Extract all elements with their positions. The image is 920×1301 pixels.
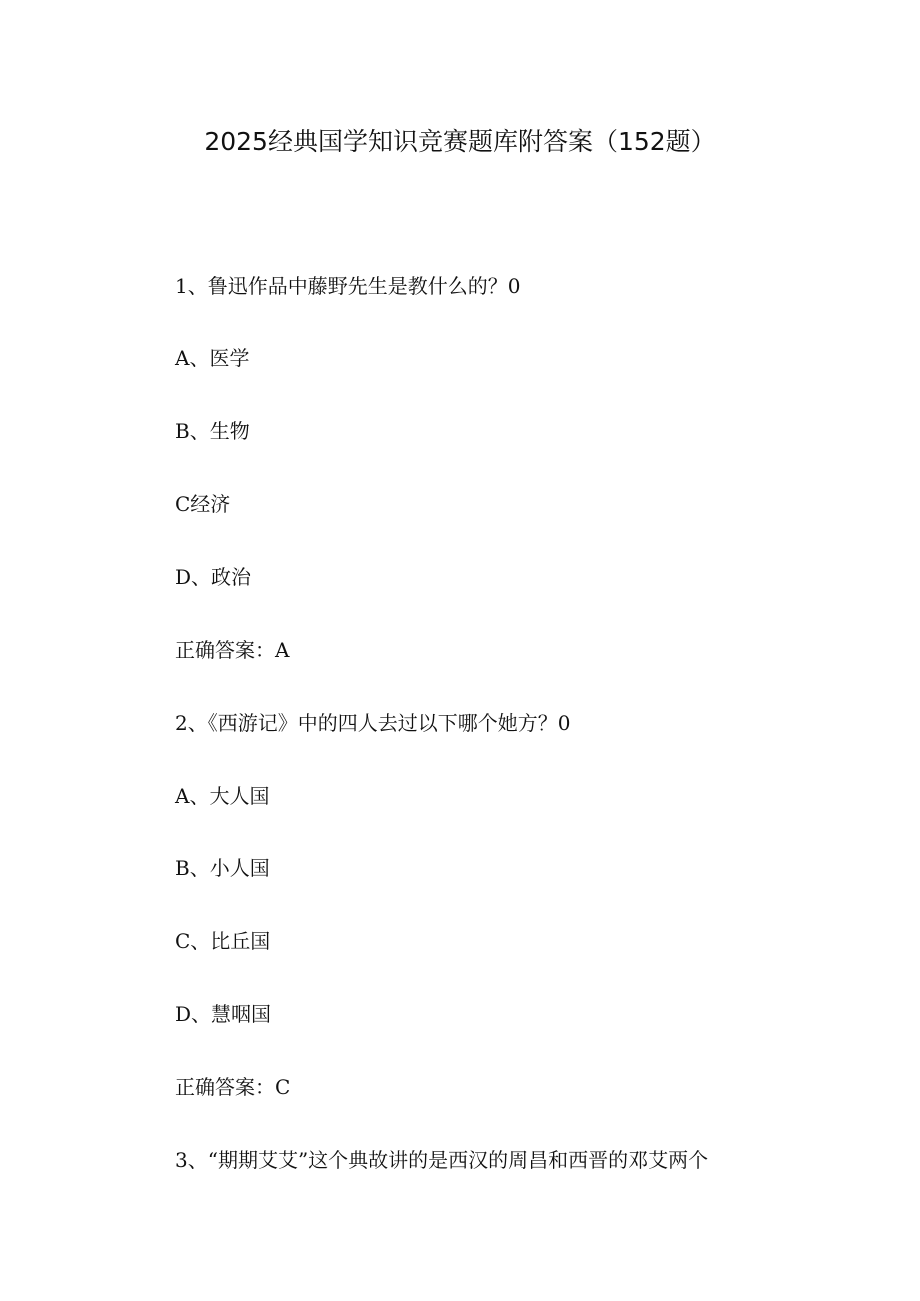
question-2-option-b: B、小人国	[175, 856, 270, 880]
question-1-text: 1、鲁迅作品中藤野先生是教什么的？0	[175, 274, 521, 298]
question-2-option-a: A、大人国	[175, 784, 270, 808]
question-1-option-a: A、医学	[175, 346, 250, 370]
question-1-option-b: B、生物	[175, 419, 250, 443]
question-2-text: 2、《西游记》中的四人去过以下哪个她方？0	[175, 711, 571, 735]
question-2-option-c: C、比丘国	[175, 929, 271, 953]
question-2-option-d: D、慧咽国	[175, 1002, 272, 1026]
question-1-answer: 正确答案：A	[175, 638, 290, 662]
question-1-option-d: D、政治	[175, 565, 252, 589]
question-1-option-c: C经济	[175, 492, 231, 516]
question-2-answer: 正确答案：C	[175, 1075, 291, 1099]
document-title: 2025经典国学知识竞赛题库附答案（152题）	[204, 127, 716, 156]
question-3-text: 3、“期期艾艾”这个典故讲的是西汉的周昌和西晋的邓艾两个	[175, 1148, 709, 1172]
